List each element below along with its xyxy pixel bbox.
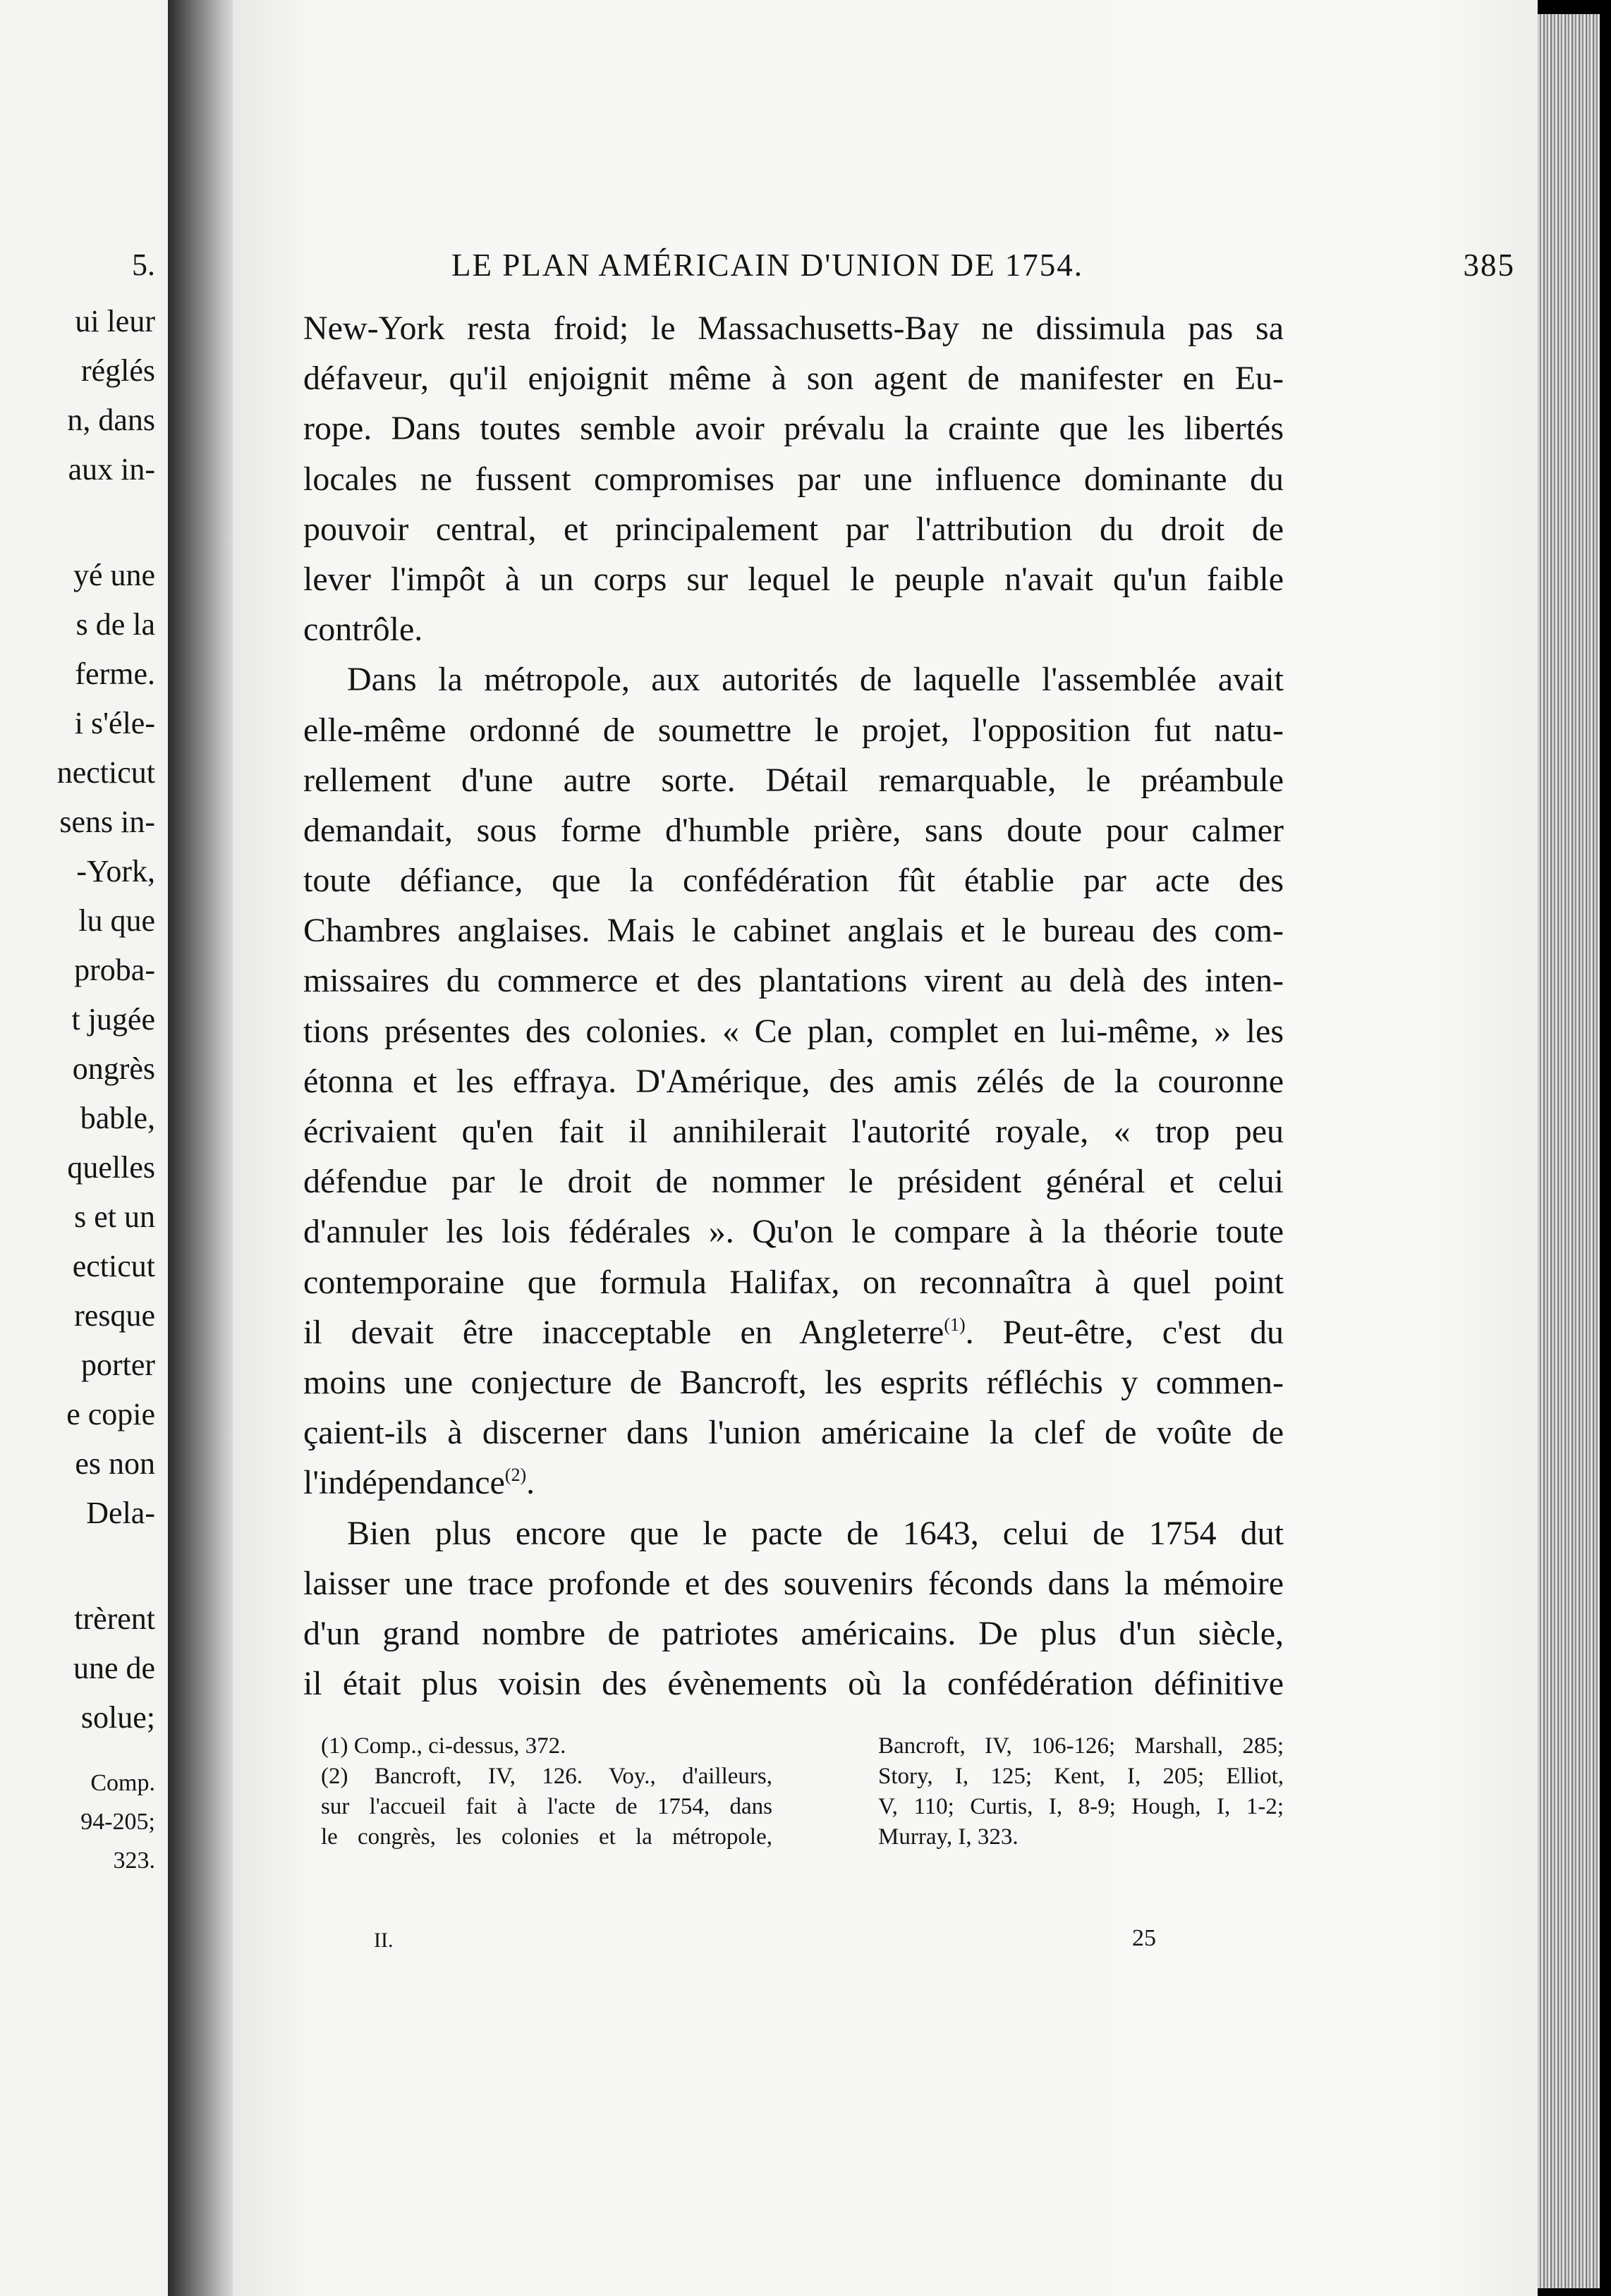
text-line-with-note [303,1307,1284,1357]
footnote-line: Story, I, 125; Kent, I, 205; Elliot, [878,1764,1284,1789]
text-line: il était plus voisin des évènements où la confédération définitive [303,1665,1284,1703]
facing-page-fragment: ongrès [72,1051,155,1086]
facing-page-fragment: ui leur [75,304,155,338]
facing-page-fragment: Dela- [86,1496,155,1530]
text-line: d'annuler les lois fédérales ». Qu'on le compare à la théorie toute [303,1213,1284,1251]
text-line: tions présentes des colonies. « Ce plan, complet en lui-même, » les [303,1012,1284,1050]
text-line: toute défiance, que la confédération fût établie par acte des [303,862,1284,900]
facing-page-fragment: s de la [75,607,155,642]
facing-page-fragment: 94-205; [80,1809,155,1835]
footnote-line: Bancroft, IV, 106-126; Marshall, 285; [878,1733,1284,1759]
facing-page-fragment: n, dans [67,403,155,437]
footnote-ref-2: (2) [504,1465,527,1486]
text-line: Bien plus encore que le pacte de 1643, celui de 1754 dut [347,1514,1284,1552]
text-line: contemporaine que formula Halifax, on reconnaîtra à quel point [303,1263,1284,1301]
facing-page-fragment: e copie [66,1397,155,1431]
facing-page-fragment: bable, [80,1101,155,1135]
footnote-line: le congrès, les colonies et la métropole, [321,1824,772,1850]
text-line-with-note [303,1458,1284,1508]
text-line: moins une conjecture de Bancroft, les esprits réfléchis y commen- [303,1363,1284,1401]
text-line: missaires du commerce et des plantations virent au delà des inten- [303,962,1284,1000]
footnote-ref-1: (1) [944,1314,966,1335]
text-line: écrivaient qu'en fait il annihilerait l'autorité royale, « trop peu [303,1113,1284,1150]
facing-page-fragment: aux in- [68,452,155,487]
text-line: défendue par le droit de nommer le président général et celui [303,1163,1284,1201]
facing-page-fragment: 323. [113,1848,155,1874]
book-page [233,0,1538,2296]
footnotes [303,1731,1284,1907]
facing-page-fragment: lu que [78,903,155,938]
facing-page-fragment: s et un [74,1199,155,1234]
text-line: rope. Dans toutes semble avoir prévalu la crainte que les libertés [303,410,1284,448]
facing-page-fragment: une de [73,1651,155,1685]
facing-page-fragment: resque [74,1298,155,1333]
text-line: demandait, sous forme d'humble prière, sans doute pour calmer [303,811,1284,849]
facing-page-fragment: Comp. [90,1770,155,1796]
facing-page-fragment: trèrent [74,1601,155,1636]
facing-page [0,0,168,2296]
facing-page-fragment: réglés [80,353,155,388]
facing-page-fragment: t jugée [71,1002,155,1037]
footnote-line: sur l'accueil fait à l'acte de 1754, dans [321,1794,772,1819]
facing-page-fragment: ferme. [75,657,155,691]
text-line: rellement d'une autre sorte. Détail remarquable, le préambule [303,761,1284,799]
facing-page-fragment: quelles [67,1150,155,1185]
text-line: laisser une trace profonde et des souvenirs féconds dans la mémoire [303,1564,1284,1602]
text-line: Chambres anglaises. Mais le cabinet anglais et le bureau des com- [303,912,1284,950]
footnote-column-left [321,1731,772,1852]
page-number: 385 [1463,248,1515,283]
text-line: New-York resta froid; le Massachusetts-Bay ne dissimula pas sa [303,310,1284,347]
footnote-column-right [878,1731,1284,1852]
footnote-line: V, 110; Curtis, I, 8-9; Hough, I, 1-2; [878,1794,1284,1819]
text-line: elle-même ordonné de soumettre le projet, l'opposition fut natu- [303,711,1284,749]
running-title: LE PLAN AMÉRICAIN D'UNION DE 1754. [451,248,1084,283]
footnote-line: (2) Bancroft, IV, 126. Voy., d'ailleurs, [321,1764,772,1789]
text-line: Dans la métropole, aux autorités de laquelle l'assemblée avait [347,661,1284,699]
text-segment: il devait être inacceptable en Angleterre [303,1313,944,1351]
text-line: étonna et les effraya. D'Amérique, des amis zélés de la couronne [303,1062,1284,1100]
text-segment: l'indépendance [303,1464,505,1502]
text-line: défaveur, qu'il enjoignit même à son agent de manifester en Eu- [303,360,1284,398]
text-line: contrôle. [303,611,423,649]
footnote-line: (1) Comp., ci-dessus, 372. [321,1733,566,1759]
facing-page-fragment: i s'éle- [74,706,155,740]
running-head [451,247,1515,289]
facing-page-fragment: solue; [80,1700,155,1735]
body-text [303,303,1284,1709]
facing-page-fragment: 5. [132,248,155,282]
facing-page-fragment: ecticut [72,1249,155,1283]
text-segment: . Peut-être, c'est du [965,1313,1284,1351]
text-line: d'un grand nombre de patriotes américains. De plus d'un siècle, [303,1614,1284,1652]
text-segment: . [526,1464,535,1502]
facing-page-fragment: proba- [74,953,155,987]
facing-page-fragment: necticut [56,755,155,790]
facing-page-fragment: porter [80,1348,155,1382]
book-gutter [168,0,238,2296]
facing-page-fragment: es non [75,1446,155,1481]
footnote-line: Murray, I, 323. [878,1824,1019,1850]
page-edges [1538,14,1600,2288]
facing-page-fragment: sens in- [59,805,155,839]
text-line: locales ne fussent compromises par une influence dominante du [303,460,1284,498]
facing-page-fragment: -York, [76,854,155,889]
signature-mark: II. [374,1929,394,1952]
sheet-number: 25 [1132,1925,1156,1951]
text-line: çaient-ils à discerner dans l'union américaine la clef de voûte de [303,1414,1284,1452]
text-line: lever l'impôt à un corps sur lequel le peuple n'avait qu'un faible [303,560,1284,598]
text-line: pouvoir central, et principalement par l'attribution du droit de [303,510,1284,548]
facing-page-fragment: yé une [73,558,155,592]
